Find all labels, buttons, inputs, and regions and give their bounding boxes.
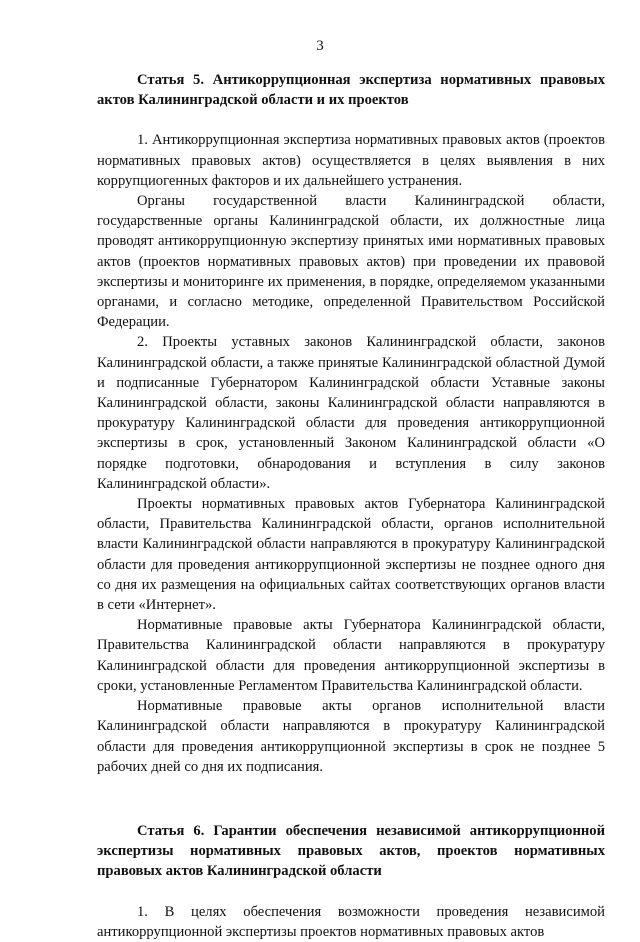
spacer xyxy=(97,110,605,130)
article-5-paragraph-4: Проекты нормативных правовых актов Губернатора Калининградской области, Правительства Калининградской области, органов исполнительной власти Калининградской области направляются в прокуратуру Калининградской области для проведения антикоррупционной экспертизы не позднее одного дня со дня их размещения на официальных сайтах соответствующих органов власти в сети «Интернет». xyxy=(97,496,605,614)
article-5-paragraph-1: 1. Антикоррупционная экспертиза нормативных правовых актов (проектов нормативных правовых актов) осуществляется в целях выявления в них коррупциогенных факторов и их дальнейшего устранения. xyxy=(97,132,605,189)
article-5-paragraph-2: Органы государственной власти Калининградской области, государственные органы Калининградской области, их должностные лица проводят антикоррупционную экспертизу принятых ими нормативных правовых актов (проектов нормативных правовых актов) при проведении их правовой экспертизы и мониторинге их применения, в порядке, определяемом указанными органами, и согласно методике, определенной Правительством Российской Федерации. xyxy=(97,193,605,331)
article-5-paragraph-3: 2. Проекты уставных законов Калининградской области, законов Калининградской области, а также принятые Калининградской областной Думой и подписанные Губернатором Калининградской области Уставные законы Калининградской области, законы Калининградской области направляются в прокуратуру Калининградской области для проведения антикоррупционной экспертизы в срок, установленный Законом Калининградской области «О порядке подготовки, обнародования и вступления в силу законов Калининградской области». xyxy=(97,334,605,492)
article-5-paragraph-5: Нормативные правовые акты Губернатора Калининградской области, Правительства Калининградской области направляются в прокуратуру Калининградской области для проведения антикоррупционной экспертизы в сроки, установленные Регламентом Правительства Калининградской области. xyxy=(97,617,605,694)
document-body xyxy=(97,70,605,942)
page-number: 3 xyxy=(316,38,324,54)
spacer xyxy=(97,882,605,902)
article-5-paragraph-6: Нормативные правовые акты органов исполнительной власти Калининградской области направляются в прокуратуру Калининградской области для проведения антикоррупционной экспертизы в срок не позднее 5 рабочих дней со дня их подписания. xyxy=(97,698,605,775)
article-6-title: Статья 6. Гарантии обеспечения независимой антикоррупционной экспертизы нормативных правовых актов, проектов нормативных правовых актов Калининградской области xyxy=(97,822,605,880)
article-6-paragraph-1: 1. В целях обеспечения возможности проведения независимой антикоррупционной экспертизы проектов нормативных правовых актов xyxy=(97,903,605,940)
article-5-title: Статья 5. Антикоррупционная экспертиза нормативных правовых актов Калининградской области и их проектов xyxy=(97,72,605,109)
